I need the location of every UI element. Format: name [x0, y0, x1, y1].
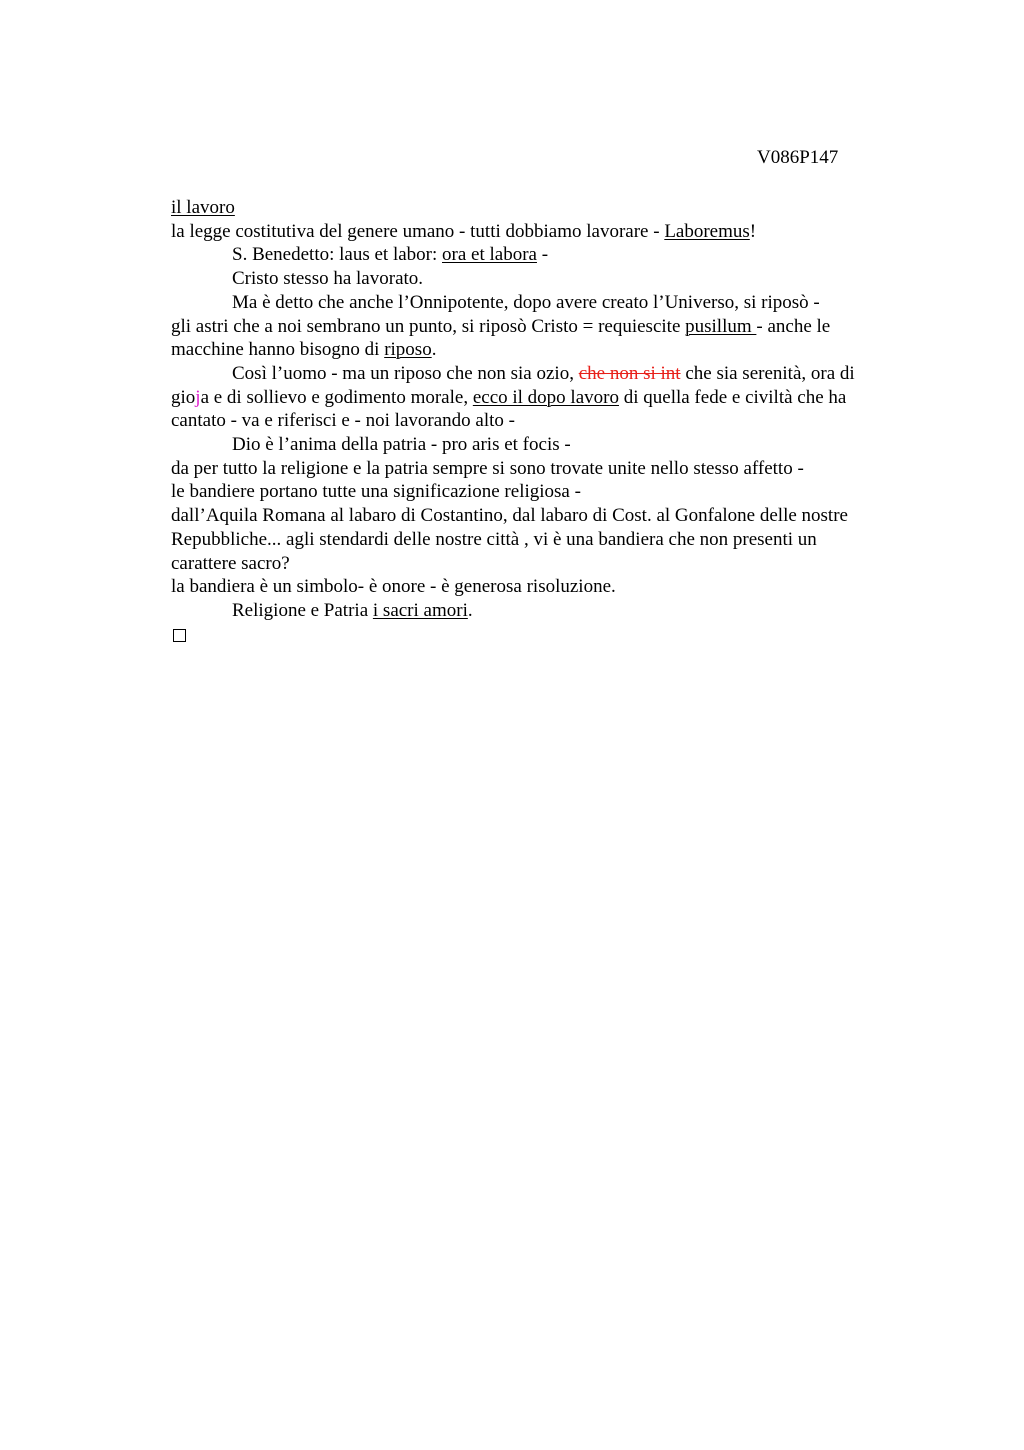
text-span: la bandiera è un simbolo- è onore - è generosa risoluzione. [171, 576, 616, 598]
text-line [171, 480, 916, 504]
text-line [171, 362, 916, 386]
text-line [171, 457, 916, 481]
text-span: Così l’uomo - ma un riposo che non sia ozio, [232, 362, 579, 384]
underlined-text: il lavoro [171, 197, 235, 218]
text-line [171, 599, 916, 623]
text-span: ! [749, 220, 757, 242]
text-span: - [536, 244, 549, 266]
text-span: . [467, 599, 473, 621]
text-span: Ma è detto che anche l’Onnipotente, dopo avere creato l’Universo, si riposò - [232, 291, 820, 313]
text-span: di quella fede e civiltà che ha [618, 386, 847, 408]
text-line [171, 315, 916, 339]
text-span: le bandiere portano tutte una significazione religiosa - [171, 481, 581, 503]
underlined-text: i sacri amori [372, 599, 468, 621]
text-span: la legge costitutiva del genere umano - tutti dobbiamo lavorare - [171, 220, 665, 242]
page-identifier: V086P147 [757, 147, 839, 168]
text-span: gio [171, 386, 196, 408]
underlined-text: riposo [384, 339, 432, 361]
text-span: Dio è l’anima della patria - pro aris et focis - [232, 434, 571, 456]
deleted-text: che non si int [578, 362, 681, 384]
text-span: carattere sacro? [171, 552, 290, 574]
heading-line [171, 196, 916, 220]
text-span: S. Benedetto: laus et labor: [232, 244, 443, 266]
text-span: . [431, 339, 437, 361]
text-span: Religione e Patria [232, 599, 373, 621]
underlined-text: pusillum [685, 315, 757, 337]
text-span: cantato - va e riferisci e - noi lavorando alto - [171, 410, 515, 432]
highlighted-letter: j [195, 386, 201, 408]
text-span: Repubbliche... agli stendardi delle nostre città , vi è una bandiera che non presenti un [171, 528, 817, 550]
text-line [171, 386, 916, 410]
text-line [171, 243, 916, 267]
document-body [171, 196, 916, 642]
underlined-text: ora et labora [442, 244, 537, 266]
text-span: Cristo stesso ha lavorato. [232, 268, 424, 290]
underlined-text: ecco il dopo lavoro [472, 386, 619, 408]
text-span: dall’Aquila Romana al labaro di Costantino, dal labaro di Cost. al Gonfalone delle nostre [171, 505, 848, 527]
text-line [171, 528, 916, 552]
text-line [171, 291, 916, 315]
text-line [171, 552, 916, 576]
text-line [171, 433, 916, 457]
text-span: che sia serenità, ora di [680, 362, 855, 384]
text-span: macchine hanno bisogno di [171, 339, 385, 361]
text-line [171, 267, 916, 291]
text-line [171, 409, 916, 433]
text-line [171, 504, 916, 528]
text-span: - anche le [756, 315, 831, 337]
text-line [171, 220, 916, 244]
text-span: gli astri che a noi sembrano un punto, si riposò Cristo = requiescite [171, 315, 686, 337]
underlined-text: Laboremus [664, 220, 750, 242]
empty-square-icon [173, 629, 186, 642]
text-span: a e di sollievo e godimento morale, [200, 386, 473, 408]
text-span: da per tutto la religione e la patria sempre si sono trovate unite nello stesso affetto - [171, 457, 804, 479]
text-line [171, 575, 916, 599]
text-line [171, 338, 916, 362]
